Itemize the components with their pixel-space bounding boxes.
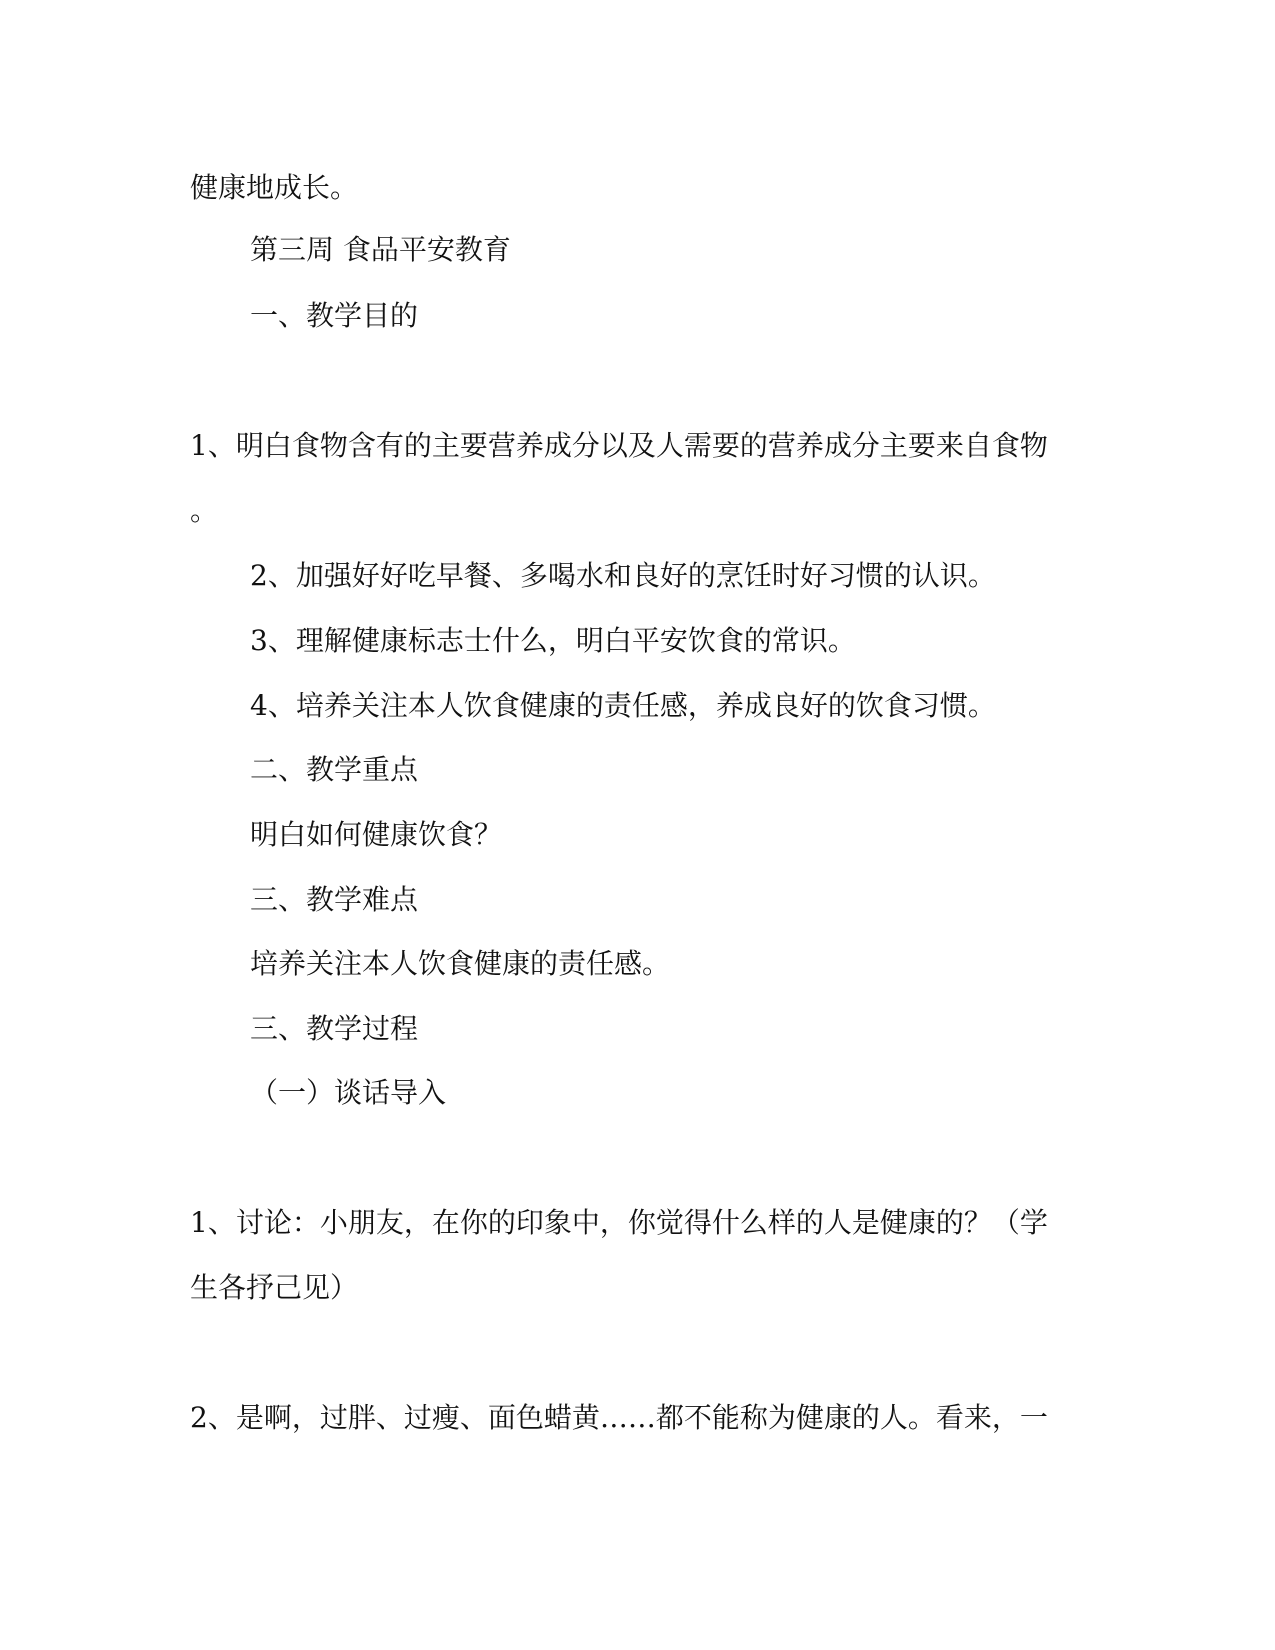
key-point-text: 明白如何健康饮食？ bbox=[250, 818, 503, 851]
process-item-1: 1、讨论：小朋友，在你的印象中，你觉得什么样的人是健康的？（学 bbox=[190, 1206, 1048, 1239]
objective-item-1: 1、明白食物含有的主要营养成分以及人需要的营养成分主要来自食物 bbox=[190, 429, 1048, 462]
objective-item-4: 4、培养关注本人饮食健康的责任感，养成良好的饮食习惯。 bbox=[250, 689, 996, 722]
heading-difficulties: 三、教学难点 bbox=[250, 883, 419, 916]
objective-item-2: 2、加强好好吃早餐、多喝水和良好的烹饪时好习惯的认识。 bbox=[250, 559, 996, 592]
heading-objectives: 一、教学目的 bbox=[250, 299, 419, 332]
objective-item-3: 3、理解健康标志士什么，明白平安饮食的常识。 bbox=[250, 624, 856, 657]
text-line: 健康地成长。 bbox=[190, 171, 359, 204]
subheading-intro: （一）谈话导入 bbox=[250, 1076, 447, 1109]
text-line: 生各抒己见） bbox=[190, 1271, 359, 1304]
text-line: 。 bbox=[190, 494, 219, 527]
section-title: 第三周 食品平安教育 bbox=[250, 233, 511, 266]
heading-process: 三、教学过程 bbox=[250, 1012, 419, 1045]
heading-key-points: 二、教学重点 bbox=[250, 753, 419, 786]
process-item-2: 2、是啊，过胖、过瘦、面色蜡黄……都不能称为健康的人。看来，一 bbox=[190, 1401, 1048, 1434]
difficulty-text: 培养关注本人饮食健康的责任感。 bbox=[250, 947, 671, 980]
